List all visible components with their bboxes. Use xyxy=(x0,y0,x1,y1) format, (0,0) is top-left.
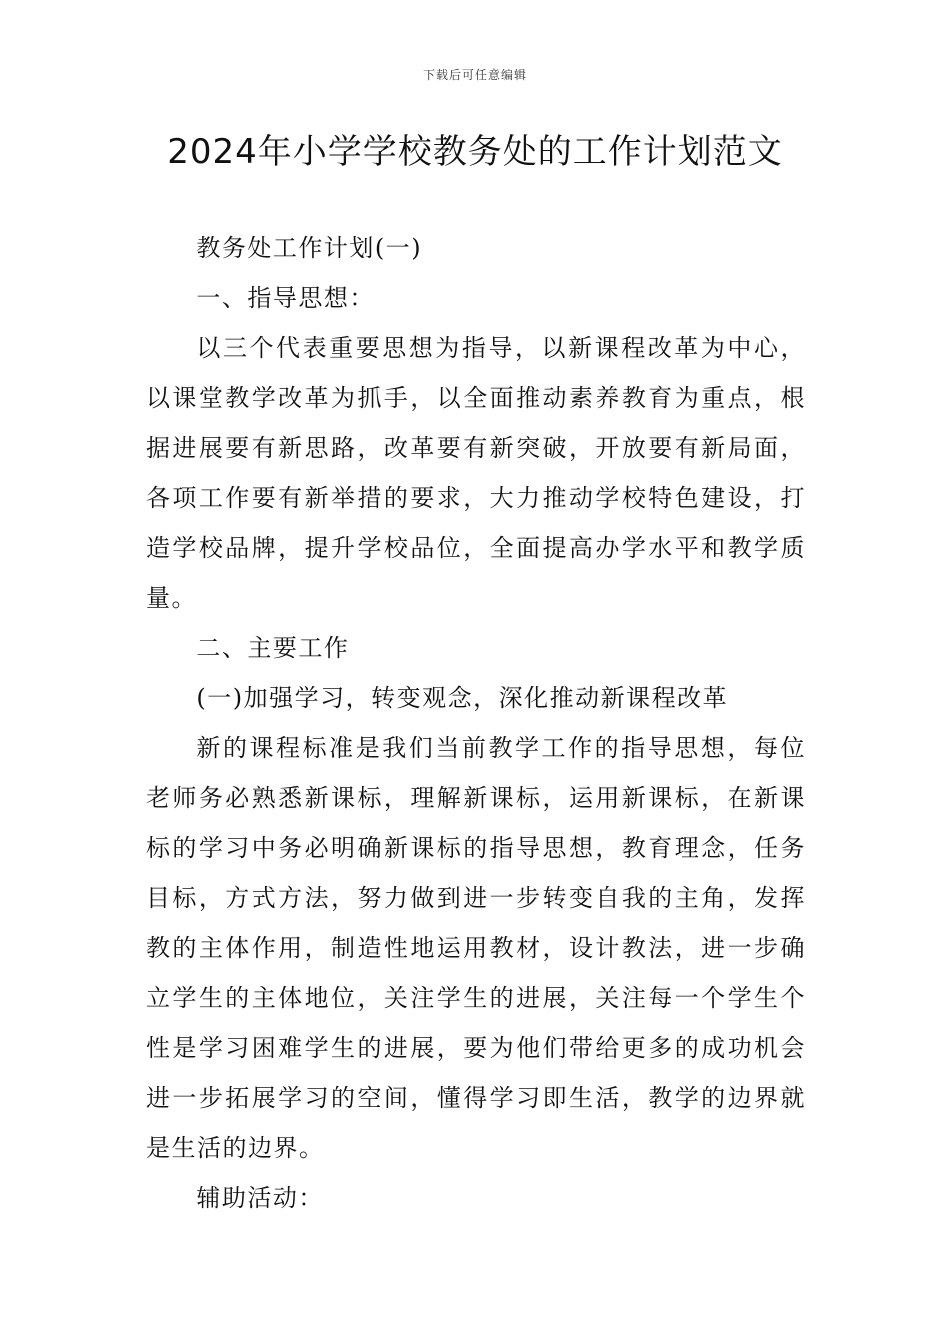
document-title: 2024年小学学校教务处的工作计划范文 xyxy=(167,132,783,172)
header-note: 下载后可任意编辑 xyxy=(422,68,527,82)
section-heading-main-work: 二、主要工作 xyxy=(196,634,350,662)
section-heading-plan: 教务处工作计划(一) xyxy=(196,234,423,262)
section-heading-auxiliary-activities: 辅助活动： xyxy=(196,1184,324,1212)
paragraph-curriculum-standards: 新的课程标准是我们当前教学工作的指导思想，每位老师务必熟悉新课标，理解新课标，运用新课标，在新课标的学习中务必明确新课标的指导思想，教育理念，任务目标，方式方法，努力做到进一步转变自我的主角，发挥教的主体作用，制造性地运用教材，设计教法，进一步确立学生的主体地位，关注学生的进展，关注每一个学生个性是学习困难学生的进展，要为他们带给更多的成功机会进一步拓展学习的空间，懂得学习即生活，教学的边界就是生活的边界。 xyxy=(146,734,806,1162)
document-body xyxy=(146,223,806,1223)
section-heading-guiding-ideology: 一、指导思想： xyxy=(196,284,375,312)
paragraph-guiding-ideology: 以三个代表重要思想为指导，以新课程改革为中心，以课堂教学改革为抓手，以全面推动素养教育为重点，根据进展要有新思路，改革要有新突破，开放要有新局面，各项工作要有新举措的要求，大力推动学校特色建设，打造学校品牌，提升学校品位，全面提高办学水平和教学质量。 xyxy=(146,334,806,612)
subsection-heading-study: (一)加强学习，转变观念，深化推动新课程改革 xyxy=(196,684,729,712)
